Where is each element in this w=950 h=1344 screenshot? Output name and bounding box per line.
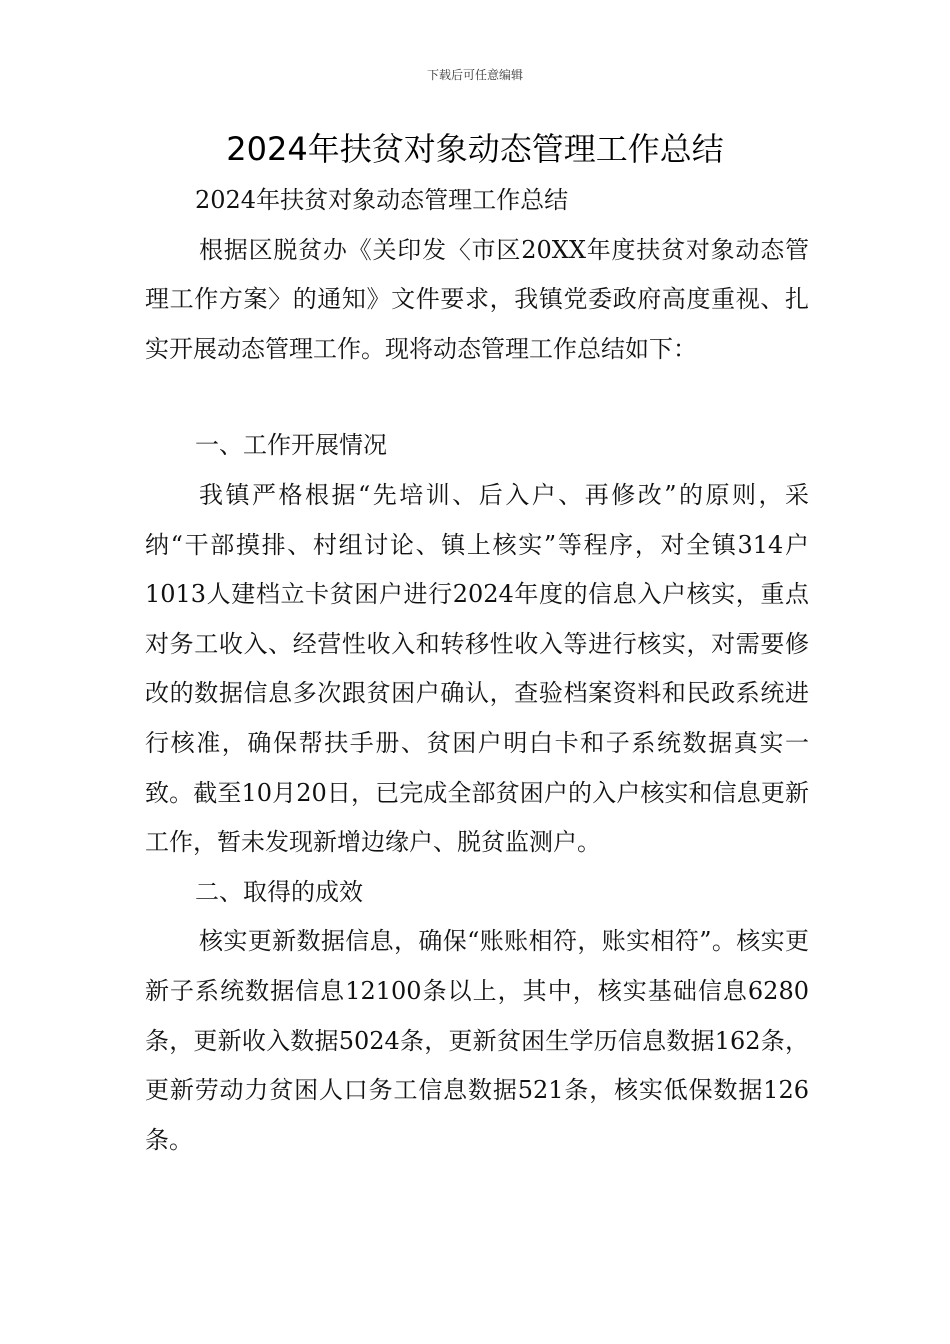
section-heading-2: 二、取得的成效 xyxy=(195,877,363,906)
header-note: 下载后可任意编辑 xyxy=(426,68,523,82)
section-body-1: 我镇严格根据“先培训、后入户、再修改”的原则，采纳“干部摸排、村组讨论、镇上核实”等程序，对全镇314户1013人建档立卡贫困户进行2024年度的信息入户核实，重点对务工收入、经营性收入和转移性收入等进行核实，对需要修改的数据信息多次跟贫困户确认，查验档案资料和民政系统进行核准，确保帮扶手册、贫困户明白卡和子系统数据真实一致。截至10月20日，已完成全部贫困户的入户核实和信息更新工作，暂未发现新增边缘户、脱贫监测户。 xyxy=(145,480,809,857)
document-body xyxy=(145,176,809,1165)
section-heading-1: 一、工作开展情况 xyxy=(195,431,387,460)
section-body-2: 核实更新数据信息，确保“账账相符，账实相符”。核实更新子系统数据信息12100条以上，其中，核实基础信息6280条，更新收入数据5024条，更新贫困生学历信息数据162条，更新劳动力贫困人口务工信息数据521条，核实低保数据126条。 xyxy=(145,927,809,1154)
document-title: 2024年扶贫对象动态管理工作总结 xyxy=(226,130,724,168)
intro-paragraph: 根据区脱贫办《关印发〈市区20XX年度扶贫对象动态管理工作方案〉的通知》文件要求，我镇党委政府高度重视、扎实开展动态管理工作。现将动态管理工作总结如下： xyxy=(145,235,809,363)
paragraph-spacer xyxy=(145,374,809,421)
document-subtitle: 2024年扶贫对象动态管理工作总结 xyxy=(195,186,569,214)
